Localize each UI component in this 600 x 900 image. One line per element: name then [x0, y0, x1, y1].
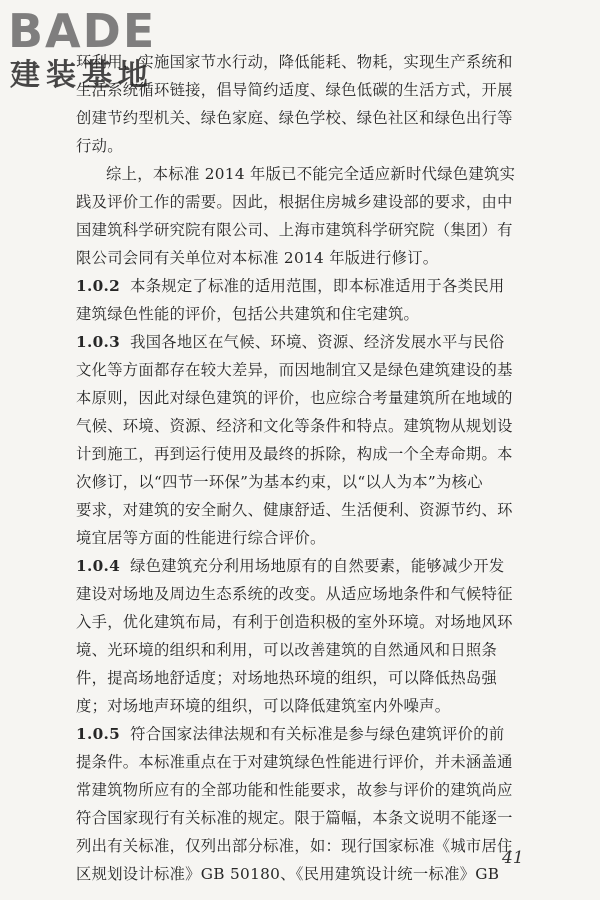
text-line: 常建筑物所应有的全部功能和性能要求，故参与评价的建筑尚应 [76, 781, 513, 799]
text-line: 计到施工，再到运行使用及最终的拆除，构成一个全寿命期。本 [76, 445, 513, 463]
text-line: 国建筑科学研究院有限公司、上海市建筑科学研究院（集团）有 [76, 221, 513, 239]
watermark-logo [8, 6, 178, 100]
text-line: 境宜居等方面的性能进行综合评价。 [76, 529, 326, 547]
text-line: 件，提高场地舒适度；对场地热环境的组织，可以降低热岛强 [76, 669, 498, 687]
text-line: 符合国家现行有关标准的规定。限于篇幅，本条文说明不能逐一 [76, 809, 513, 827]
text-line: 本原则，因此对绿色建筑的评价，也应综合考量建筑所在地域的 [76, 389, 513, 407]
text-line: 列出有关标准，仅列出部分标准，如：现行国家标准《城市居住 [76, 837, 513, 855]
text-line: 建筑绿色性能的评价，包括公共建筑和住宅建筑。 [76, 305, 420, 323]
text-line: 建设对场地及周边生态系统的改变。从适应场地条件和气候特征 [76, 585, 513, 603]
section-number: 1.0.4 [76, 557, 121, 575]
text-line: 度；对场地声环境的组织，可以降低建筑室内外噪声。 [76, 697, 451, 715]
section-number: 1.0.3 [76, 333, 121, 351]
section-line-1-0-2 [76, 272, 542, 300]
text-line: 气候、环境、资源、经济和文化等条件和特点。建筑物从规划设 [76, 417, 513, 435]
text-line: 文化等方面都存在较大差异，而因地制宜又是绿色建筑建设的基 [76, 361, 513, 379]
text-line: 行动。 [76, 137, 123, 155]
watermark-subtitle: 建装基地 [10, 58, 154, 93]
section-text: 符合国家法律法规和有关标准是参与绿色建筑评价的前 [130, 725, 505, 743]
text-line: 综上，本标准 2014 年版已不能完全适应新时代绿色建筑实 [106, 165, 516, 183]
text-line: 创建节约型机关、绿色家庭、绿色学校、绿色社区和绿色出行等 [76, 109, 513, 127]
text-line: 区规划设计标准》GB 50180、《民用建筑设计统一标准》GB [76, 865, 500, 883]
text-line: 限公司会同有关单位对本标准 2014 年版进行修订。 [76, 249, 439, 267]
section-text: 本条规定了标准的适用范围，即本标准适用于各类民用 [130, 277, 505, 295]
section-line-1-0-3 [76, 328, 542, 356]
text-line: 入手，优化建筑布局，有利于创造积极的室外环境。对场地风环 [76, 613, 513, 631]
section-number: 1.0.2 [76, 277, 121, 295]
text-line: 次修订，以“四节一环保”为基本约束，以“以人为本”为核心 [76, 473, 483, 491]
page-number: 41 [502, 848, 524, 868]
section-number: 1.0.5 [76, 725, 121, 743]
text-line: 要求，对建筑的安全耐久、健康舒适、生活便利、资源节约、环 [76, 501, 513, 519]
text-line: 提条件。本标准重点在于对建筑绿色性能进行评价，并未涵盖通 [76, 753, 513, 771]
text-line: 境、光环境的组织和利用，可以改善建筑的自然通风和日照条 [76, 641, 498, 659]
section-text: 绿色建筑充分利用场地原有的自然要素，能够减少开发 [130, 557, 505, 575]
text-line: 环利用，实施国家节水行动，降低能耗、物耗，实现生产系统和 [76, 53, 513, 71]
text-line: 践及评价工作的需要。因此，根据住房城乡建设部的要求，由中 [76, 193, 513, 211]
section-line-1-0-4 [76, 552, 542, 580]
section-text: 我国各地区在气候、环境、资源、经济发展水平与民俗 [130, 333, 505, 351]
section-line-1-0-5 [76, 720, 542, 748]
text-line: 生活系统循环链接，倡导简约适度、绿色低碳的生活方式，开展 [76, 81, 513, 99]
watermark-brand: BADE [8, 4, 157, 58]
